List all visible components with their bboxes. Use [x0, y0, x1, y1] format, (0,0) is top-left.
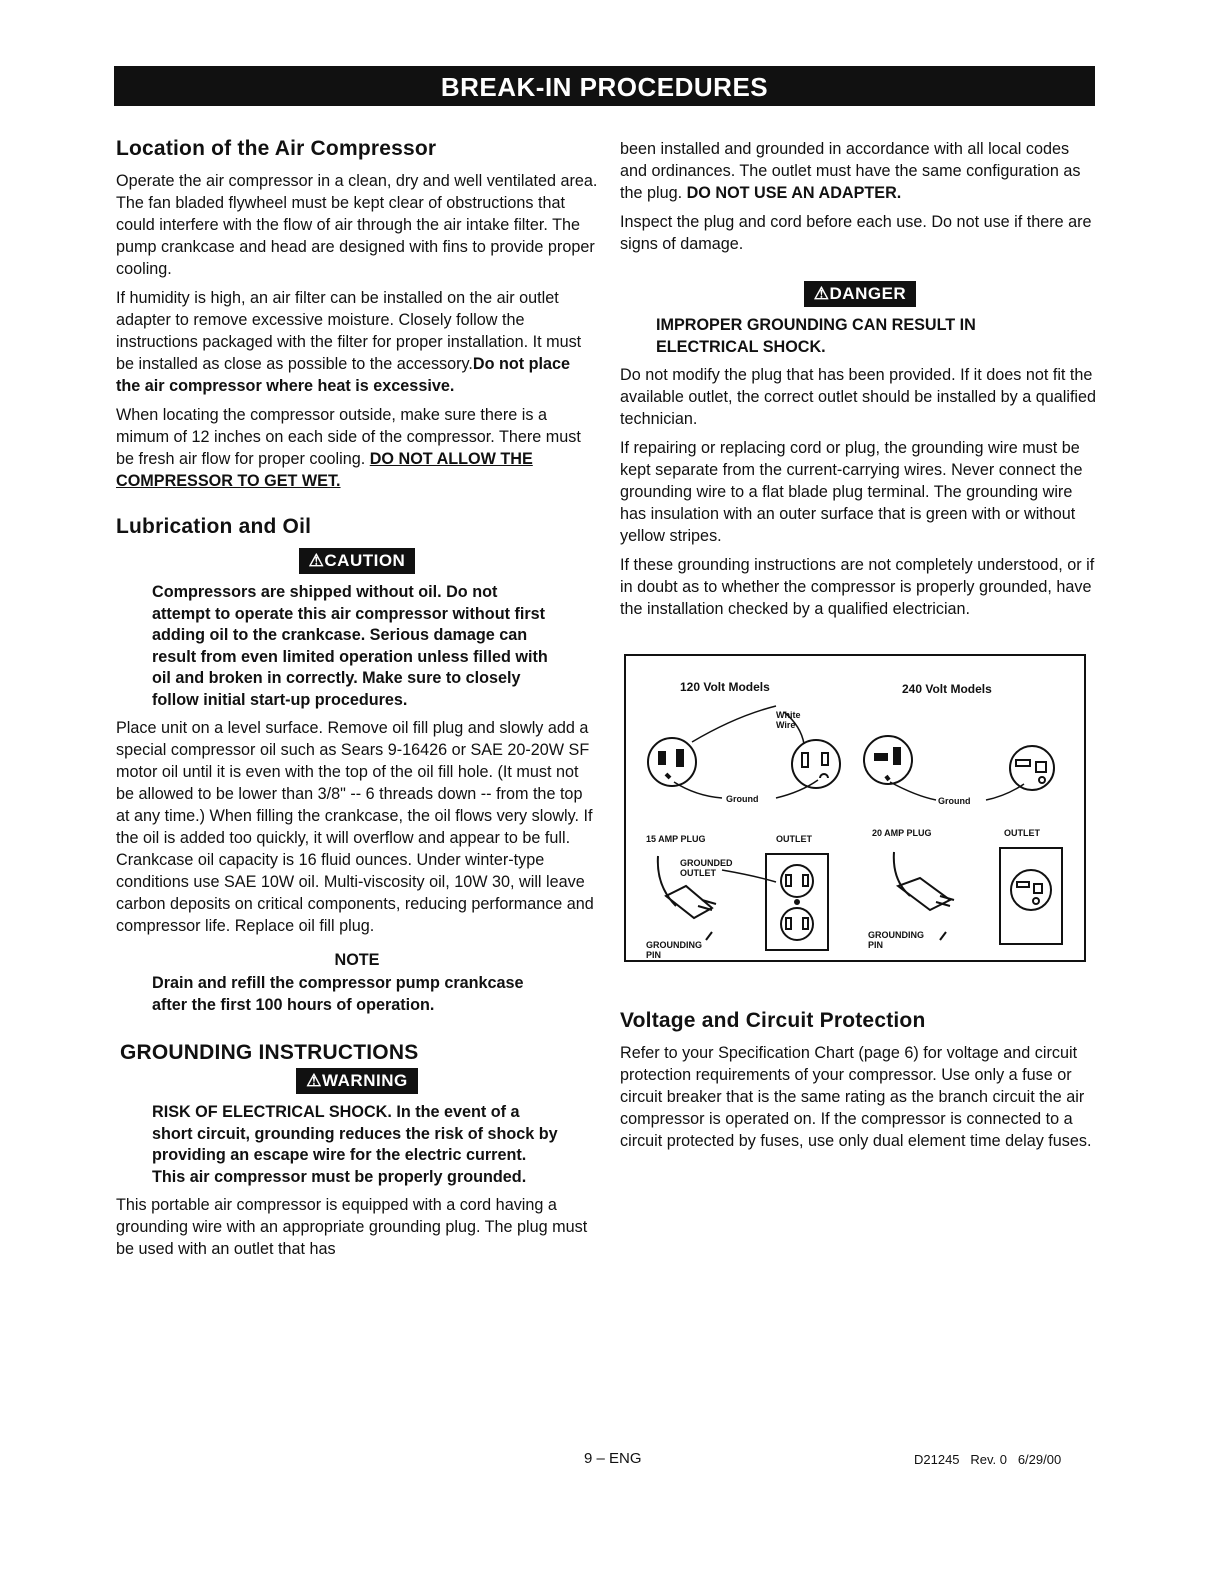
danger-badge: ⚠DANGER — [804, 281, 916, 307]
document-id: D21245 Rev. 0 6/29/00 — [914, 1452, 1062, 1467]
label-ground-2: Ground — [938, 796, 971, 806]
oil-paragraph: Place unit on a level surface. Remove oil fill plug and slowly add a special compressor oil such as Sears 9-16426 or SAE 20-20W SF motor oil until it is even with the top of the oil fill hole. (It must not be allowed to be lower than 3/8" -- 6 threads down -- from the top at any time.) When filling the crankcase, the oil flows very slowly. If the oil is added too quickly, it will overflow and appear to be full. Crankcase oil capacity is 16 fluid ounces. Under winter-type conditions use SAE 10W oil. Multi-viscosity oil, 10W 30, will leave carbon deposits on critical components, reducing performance and compressor life. Replace oil fill plug. — [116, 719, 594, 935]
label-120-volt: 120 Volt Models — [680, 680, 770, 694]
label-grounded-outlet: GROUNDED OUTLET — [680, 858, 733, 878]
note-text: Drain and refill the compressor pump crankcase after the first 100 hours of operation. — [152, 974, 524, 1014]
label-outlet-1: OUTLET — [776, 834, 812, 844]
right-paragraph-4: If repairing or replacing cord or plug, the grounding wire must be kept separate from the current-carrying wires. Never connect the grounding wire to a flat blade plug terminal. The grounding wire has insulation with an outer surface that is green with or without yellow stripes. — [620, 439, 1083, 545]
label-grounding-pin-2: GROUNDING PIN — [868, 930, 924, 950]
label-outlet-2: OUTLET — [1004, 828, 1040, 838]
label-grounding-pin-1: GROUNDING PIN — [646, 940, 702, 960]
right-paragraph-5: If these grounding instructions are not completely understood, or if in doubt as to whether the compressor is properly grounded, have the installation checked by a qualified electrician. — [620, 556, 1095, 618]
grounding-heading: GROUNDING INSTRUCTIONS — [120, 1041, 419, 1064]
warning-text: RISK OF ELECTRICAL SHOCK. In the event of a short circuit, grounding reduces the risk of shock by providing an escape wire for the electric current. This air compressor must be properly grounded. — [152, 1103, 558, 1186]
right-column — [620, 138, 1100, 1159]
label-ground-1: Ground — [726, 794, 759, 804]
danger-text: IMPROPER GROUNDING CAN RESULT IN ELECTRICAL SHOCK. — [656, 316, 976, 356]
diagram-drawing — [626, 656, 1084, 960]
plug-face-120-icon — [648, 738, 696, 786]
voltage-heading: Voltage and Circuit Protection — [620, 1009, 926, 1032]
caution-text: Compressors are shipped without oil. Do not attempt to operate this air compressor without first adding oil to the crankcase. Serious damage can result from even limited operation unless filled with oil and broken in correctly. Make sure to closely follow initial start-up procedures. — [152, 583, 548, 709]
note-title: NOTE — [334, 951, 380, 969]
grounding-paragraph: This portable air compressor is equipped with a cord having a grounding wire with an appropriate grounding plug. The plug must be used with an outlet that has — [116, 1196, 588, 1258]
warning-badge: ⚠WARNING — [296, 1068, 417, 1094]
label-15-amp-plug: 15 AMP PLUG — [646, 834, 706, 844]
label-240-volt: 240 Volt Models — [902, 682, 992, 696]
right-paragraph-1: been installed and grounded in accordance with all local codes and ordinances. The outlet must have the same configuration as the plug. DO NOT USE AN ADAPTER. — [620, 140, 1081, 202]
location-paragraph-1: Operate the air compressor in a clean, dry and well ventilated area. The fan bladed flywheel must be kept clear of obstructions that could interfere with the flow of air through the air intake filter. The pump crankcase and head are designed with fins to provide proper cooling. — [116, 172, 598, 278]
outlet-20-icon — [1000, 848, 1062, 944]
caution-badge: ⚠CAUTION — [299, 548, 416, 574]
location-paragraph-3: When locating the compressor outside, make sure there is a mimum of 12 inches on each side of the compressor. There must be fresh air flow for proper cooling. DO NOT ALLOW THE COMPRESSOR TO GET WET. — [116, 406, 581, 490]
label-20-amp-plug: 20 AMP PLUG — [872, 828, 932, 838]
lubrication-heading: Lubrication and Oil — [116, 515, 312, 538]
left-column — [116, 138, 598, 1267]
location-paragraph-2: If humidity is high, an air filter can be installed on the air outlet adapter to remove excessive moisture. Closely follow the instructions packaged with the filter for proper installation. It must be installed as close as possible to the accessory.Do not place the air compressor where heat is excessive. — [116, 289, 582, 395]
page-banner: BREAK-IN PROCEDURES — [114, 66, 1095, 106]
page-number: 9 – ENG — [584, 1450, 642, 1467]
location-heading: Location of the Air Compressor — [116, 137, 437, 160]
plug-20-icon — [898, 878, 950, 910]
plug-outlet-diagram — [624, 654, 1086, 962]
outlet-face-240-icon — [1010, 746, 1054, 790]
label-white-wire: White Wire — [776, 710, 801, 730]
right-paragraph-3: Do not modify the plug that has been provided. If it does not fit the available outlet, the correct outlet should be installed by a qualified technician. — [620, 366, 1097, 428]
plug-15-icon — [666, 886, 712, 918]
right-paragraph-2: Inspect the plug and cord before each use. Do not use if there are signs of damage. — [620, 213, 1092, 253]
voltage-paragraph: Refer to your Specification Chart (page 6) for voltage and circuit protection requirements of your compressor. Use only a fuse or circuit breaker that is the same rating as the branch circuit the air compressor is operated on. If the compressor is connected to a circuit protected by fuses, use only dual element time delay fuses. — [620, 1044, 1092, 1150]
